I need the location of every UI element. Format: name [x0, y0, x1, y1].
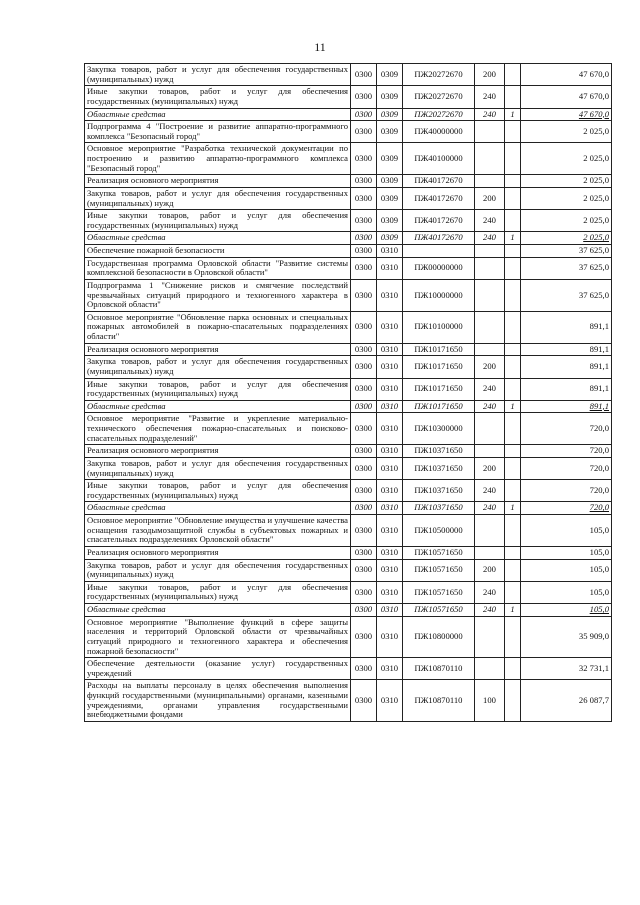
row-name: Обеспечение деятельности (оказание услуг) государственных учреждений: [85, 658, 351, 680]
expense-type-code: 240: [475, 480, 505, 502]
funding-source-code: [505, 86, 521, 108]
expense-type-code: [475, 245, 505, 258]
expense-type-code: [475, 413, 505, 445]
amount: 47 670,0: [521, 64, 612, 86]
expense-type-code: 200: [475, 187, 505, 209]
amount: 47 670,0: [521, 108, 612, 121]
row-name: Реализация основного мероприятия: [85, 175, 351, 188]
section-code: 0300: [351, 143, 377, 175]
expense-type-code: 200: [475, 559, 505, 581]
subsection-code: 0310: [377, 378, 403, 400]
row-name: Закупка товаров, работ и услуг для обеспечения государственных (муниципальных) нужд: [85, 457, 351, 479]
funding-source-code: [505, 175, 521, 188]
funding-source-code: [505, 311, 521, 343]
expense-type-code: 240: [475, 604, 505, 617]
section-code: 0300: [351, 457, 377, 479]
table-row: [85, 279, 612, 311]
amount: 105,0: [521, 515, 612, 547]
row-name: Реализация основного мероприятия: [85, 343, 351, 356]
row-name: Областные средства: [85, 108, 351, 121]
amount: 2 025,0: [521, 232, 612, 245]
row-name: Основное мероприятие "Развитие и укрепление материально-технического обеспечения пожарно-спасательных и поисково-спасательных подразделений": [85, 413, 351, 445]
row-name: Подпрограмма 4 "Построение и развитие аппаратно-программного комплекса "Безопасный город": [85, 121, 351, 143]
section-code: 0300: [351, 680, 377, 722]
section-code: 0300: [351, 559, 377, 581]
section-code: 0300: [351, 413, 377, 445]
target-article-code: ПЖ20272670: [403, 64, 475, 86]
amount: 37 625,0: [521, 279, 612, 311]
amount: 47 670,0: [521, 86, 612, 108]
expense-type-code: [475, 143, 505, 175]
row-name: Иные закупки товаров, работ и услуг для обеспечения государственных (муниципальных) нужд: [85, 581, 351, 603]
table-row: [85, 445, 612, 458]
expense-type-code: 200: [475, 64, 505, 86]
budget-table: [84, 63, 612, 722]
row-name: Подпрограмма 1 "Снижение рисков и смягчение последствий чрезвычайных ситуаций природного и техногенного характера в Орловской области": [85, 279, 351, 311]
section-code: 0300: [351, 245, 377, 258]
amount: 720,0: [521, 480, 612, 502]
row-name: Областные средства: [85, 502, 351, 515]
amount: 891,1: [521, 356, 612, 378]
section-code: 0300: [351, 604, 377, 617]
row-name: Областные средства: [85, 604, 351, 617]
table-row: [85, 311, 612, 343]
amount: 891,1: [521, 400, 612, 413]
row-name: Основное мероприятие "Обновление парка основных и специальных пожарных автомобилей в пожарно-спасательных подразделениях области": [85, 311, 351, 343]
funding-source-code: 1: [505, 108, 521, 121]
target-article-code: ПЖ10000000: [403, 279, 475, 311]
subsection-code: 0310: [377, 546, 403, 559]
subsection-code: 0310: [377, 616, 403, 658]
section-code: 0300: [351, 616, 377, 658]
amount: 2 025,0: [521, 175, 612, 188]
target-article-code: ПЖ10870110: [403, 658, 475, 680]
amount: 105,0: [521, 581, 612, 603]
table-row: [85, 232, 612, 245]
funding-source-code: [505, 279, 521, 311]
target-article-code: ПЖ10171650: [403, 356, 475, 378]
subsection-code: 0310: [377, 245, 403, 258]
expense-type-code: 100: [475, 680, 505, 722]
expense-type-code: 200: [475, 356, 505, 378]
subsection-code: 0310: [377, 356, 403, 378]
subsection-code: 0310: [377, 257, 403, 279]
target-article-code: ПЖ10500000: [403, 515, 475, 547]
subsection-code: 0309: [377, 64, 403, 86]
funding-source-code: [505, 515, 521, 547]
funding-source-code: [505, 245, 521, 258]
expense-type-code: 240: [475, 108, 505, 121]
amount: 37 625,0: [521, 245, 612, 258]
subsection-code: 0309: [377, 210, 403, 232]
table-row: [85, 143, 612, 175]
amount: 35 909,0: [521, 616, 612, 658]
row-name: Закупка товаров, работ и услуг для обеспечения государственных (муниципальных) нужд: [85, 187, 351, 209]
table-row: [85, 502, 612, 515]
row-name: Закупка товаров, работ и услуг для обеспечения государственных (муниципальных) нужд: [85, 356, 351, 378]
table-row: [85, 413, 612, 445]
expense-type-code: 240: [475, 581, 505, 603]
row-name: Иные закупки товаров, работ и услуг для обеспечения государственных (муниципальных) нужд: [85, 210, 351, 232]
expense-type-code: [475, 546, 505, 559]
amount: 2 025,0: [521, 121, 612, 143]
target-article-code: ПЖ00000000: [403, 257, 475, 279]
target-article-code: ПЖ10571650: [403, 604, 475, 617]
table-row: [85, 581, 612, 603]
section-code: 0300: [351, 356, 377, 378]
subsection-code: 0310: [377, 559, 403, 581]
amount: 720,0: [521, 502, 612, 515]
amount: 2 025,0: [521, 143, 612, 175]
subsection-code: 0310: [377, 413, 403, 445]
table-row: [85, 457, 612, 479]
row-name: Областные средства: [85, 232, 351, 245]
amount: 105,0: [521, 604, 612, 617]
section-code: 0300: [351, 232, 377, 245]
target-article-code: ПЖ10171650: [403, 343, 475, 356]
section-code: 0300: [351, 378, 377, 400]
row-name: Реализация основного мероприятия: [85, 546, 351, 559]
subsection-code: 0309: [377, 187, 403, 209]
section-code: 0300: [351, 108, 377, 121]
section-code: 0300: [351, 64, 377, 86]
section-code: 0300: [351, 257, 377, 279]
subsection-code: 0309: [377, 108, 403, 121]
row-name: Обеспечение пожарной безопасности: [85, 245, 351, 258]
row-name: Иные закупки товаров, работ и услуг для обеспечения государственных (муниципальных) нужд: [85, 378, 351, 400]
subsection-code: 0310: [377, 658, 403, 680]
expense-type-code: [475, 121, 505, 143]
row-name: Основное мероприятие "Выполнение функций в сфере защиты населения и территорий Орловской области от чрезвычайных ситуаций природного и техногенного характера и обеспечения пожарной безопасности": [85, 616, 351, 658]
target-article-code: ПЖ10371650: [403, 457, 475, 479]
subsection-code: 0309: [377, 121, 403, 143]
subsection-code: 0310: [377, 445, 403, 458]
section-code: 0300: [351, 343, 377, 356]
target-article-code: ПЖ10171650: [403, 378, 475, 400]
table-row: [85, 64, 612, 86]
table-row: [85, 680, 612, 722]
funding-source-code: [505, 445, 521, 458]
table-row: [85, 604, 612, 617]
table-row: [85, 356, 612, 378]
funding-source-code: [505, 210, 521, 232]
target-article-code: ПЖ40100000: [403, 143, 475, 175]
section-code: 0300: [351, 311, 377, 343]
funding-source-code: 1: [505, 604, 521, 617]
amount: 891,1: [521, 311, 612, 343]
target-article-code: ПЖ10800000: [403, 616, 475, 658]
funding-source-code: [505, 616, 521, 658]
table-row: [85, 546, 612, 559]
table-row: [85, 559, 612, 581]
subsection-code: 0310: [377, 581, 403, 603]
section-code: 0300: [351, 279, 377, 311]
funding-source-code: [505, 413, 521, 445]
target-article-code: ПЖ10571650: [403, 559, 475, 581]
target-article-code: ПЖ40000000: [403, 121, 475, 143]
funding-source-code: [505, 64, 521, 86]
page-number: 11: [314, 40, 326, 54]
row-name: Закупка товаров, работ и услуг для обеспечения государственных (муниципальных) нужд: [85, 64, 351, 86]
table-row: [85, 480, 612, 502]
amount: 720,0: [521, 413, 612, 445]
row-name: Основное мероприятие "Разработка технической документации по построению и развитию аппаратно-программного комплекса "Безопасный город": [85, 143, 351, 175]
expense-type-code: 240: [475, 210, 505, 232]
funding-source-code: [505, 658, 521, 680]
expense-type-code: 240: [475, 378, 505, 400]
funding-source-code: [505, 378, 521, 400]
funding-source-code: [505, 343, 521, 356]
table-row: [85, 86, 612, 108]
section-code: 0300: [351, 187, 377, 209]
funding-source-code: [505, 581, 521, 603]
funding-source-code: [505, 480, 521, 502]
table-row: [85, 187, 612, 209]
section-code: 0300: [351, 121, 377, 143]
table-row: [85, 245, 612, 258]
table-row: [85, 658, 612, 680]
amount: 720,0: [521, 457, 612, 479]
table-row: [85, 121, 612, 143]
section-code: 0300: [351, 502, 377, 515]
amount: 26 087,7: [521, 680, 612, 722]
amount: 2 025,0: [521, 210, 612, 232]
funding-source-code: [505, 546, 521, 559]
target-article-code: ПЖ20272670: [403, 86, 475, 108]
table-row: [85, 515, 612, 547]
amount: 105,0: [521, 559, 612, 581]
section-code: 0300: [351, 210, 377, 232]
table-row: [85, 400, 612, 413]
subsection-code: 0309: [377, 232, 403, 245]
expense-type-code: 240: [475, 502, 505, 515]
target-article-code: ПЖ10171650: [403, 400, 475, 413]
section-code: 0300: [351, 515, 377, 547]
section-code: 0300: [351, 480, 377, 502]
section-code: 0300: [351, 658, 377, 680]
target-article-code: ПЖ20272670: [403, 108, 475, 121]
row-name: Закупка товаров, работ и услуг для обеспечения государственных (муниципальных) нужд: [85, 559, 351, 581]
amount: 891,1: [521, 343, 612, 356]
expense-type-code: 240: [475, 232, 505, 245]
subsection-code: 0310: [377, 400, 403, 413]
target-article-code: ПЖ10571650: [403, 581, 475, 603]
row-name: Основное мероприятие "Обновление имущества и улучшение качества оснащения газодымозащитной службы в субъектовых пожарных и спасательных подразделениях Орловской области": [85, 515, 351, 547]
funding-source-code: [505, 143, 521, 175]
target-article-code: ПЖ40172670: [403, 175, 475, 188]
section-code: 0300: [351, 175, 377, 188]
subsection-code: 0309: [377, 143, 403, 175]
expense-type-code: [475, 445, 505, 458]
row-name: Государственная программа Орловской области "Развитие системы комплексной безопасности в Орловской области": [85, 257, 351, 279]
expense-type-code: [475, 257, 505, 279]
expense-type-code: [475, 343, 505, 356]
target-article-code: ПЖ10371650: [403, 480, 475, 502]
target-article-code: ПЖ10371650: [403, 502, 475, 515]
subsection-code: 0310: [377, 279, 403, 311]
subsection-code: 0310: [377, 502, 403, 515]
section-code: 0300: [351, 86, 377, 108]
expense-type-code: [475, 616, 505, 658]
target-article-code: ПЖ10371650: [403, 445, 475, 458]
amount: 37 625,0: [521, 257, 612, 279]
target-article-code: ПЖ40172670: [403, 210, 475, 232]
subsection-code: 0309: [377, 175, 403, 188]
funding-source-code: 1: [505, 502, 521, 515]
expense-type-code: [475, 311, 505, 343]
table-row: [85, 378, 612, 400]
table-row: [85, 175, 612, 188]
amount: 2 025,0: [521, 187, 612, 209]
amount: 720,0: [521, 445, 612, 458]
funding-source-code: [505, 187, 521, 209]
row-name: Реализация основного мероприятия: [85, 445, 351, 458]
expense-type-code: [475, 515, 505, 547]
subsection-code: 0310: [377, 343, 403, 356]
target-article-code: [403, 245, 475, 258]
section-code: 0300: [351, 445, 377, 458]
target-article-code: ПЖ10300000: [403, 413, 475, 445]
expense-type-code: [475, 658, 505, 680]
amount: 32 731,1: [521, 658, 612, 680]
target-article-code: ПЖ10870110: [403, 680, 475, 722]
target-article-code: ПЖ40172670: [403, 232, 475, 245]
subsection-code: 0310: [377, 480, 403, 502]
table-row: [85, 343, 612, 356]
table-row: [85, 108, 612, 121]
expense-type-code: 240: [475, 86, 505, 108]
table-row: [85, 257, 612, 279]
funding-source-code: [505, 559, 521, 581]
row-name: Расходы на выплаты персоналу в целях обеспечения выполнения функций государственными (муниципальными) органами, казенными учреждениями, органами управления государственными внебюджетными фондами: [85, 680, 351, 722]
section-code: 0300: [351, 400, 377, 413]
table-row: [85, 210, 612, 232]
expense-type-code: [475, 279, 505, 311]
row-name: Иные закупки товаров, работ и услуг для обеспечения государственных (муниципальных) нужд: [85, 480, 351, 502]
funding-source-code: [505, 680, 521, 722]
target-article-code: ПЖ10571650: [403, 546, 475, 559]
funding-source-code: [505, 121, 521, 143]
section-code: 0300: [351, 581, 377, 603]
funding-source-code: [505, 356, 521, 378]
subsection-code: 0310: [377, 515, 403, 547]
amount: 105,0: [521, 546, 612, 559]
subsection-code: 0310: [377, 457, 403, 479]
funding-source-code: [505, 457, 521, 479]
row-name: Иные закупки товаров, работ и услуг для обеспечения государственных (муниципальных) нужд: [85, 86, 351, 108]
funding-source-code: [505, 257, 521, 279]
target-article-code: ПЖ40172670: [403, 187, 475, 209]
row-name: Областные средства: [85, 400, 351, 413]
section-code: 0300: [351, 546, 377, 559]
subsection-code: 0309: [377, 86, 403, 108]
target-article-code: ПЖ10100000: [403, 311, 475, 343]
expense-type-code: 200: [475, 457, 505, 479]
funding-source-code: 1: [505, 400, 521, 413]
expense-type-code: 240: [475, 400, 505, 413]
subsection-code: 0310: [377, 680, 403, 722]
subsection-code: 0310: [377, 311, 403, 343]
funding-source-code: 1: [505, 232, 521, 245]
subsection-code: 0310: [377, 604, 403, 617]
amount: 891,1: [521, 378, 612, 400]
expense-type-code: [475, 175, 505, 188]
table-row: [85, 616, 612, 658]
